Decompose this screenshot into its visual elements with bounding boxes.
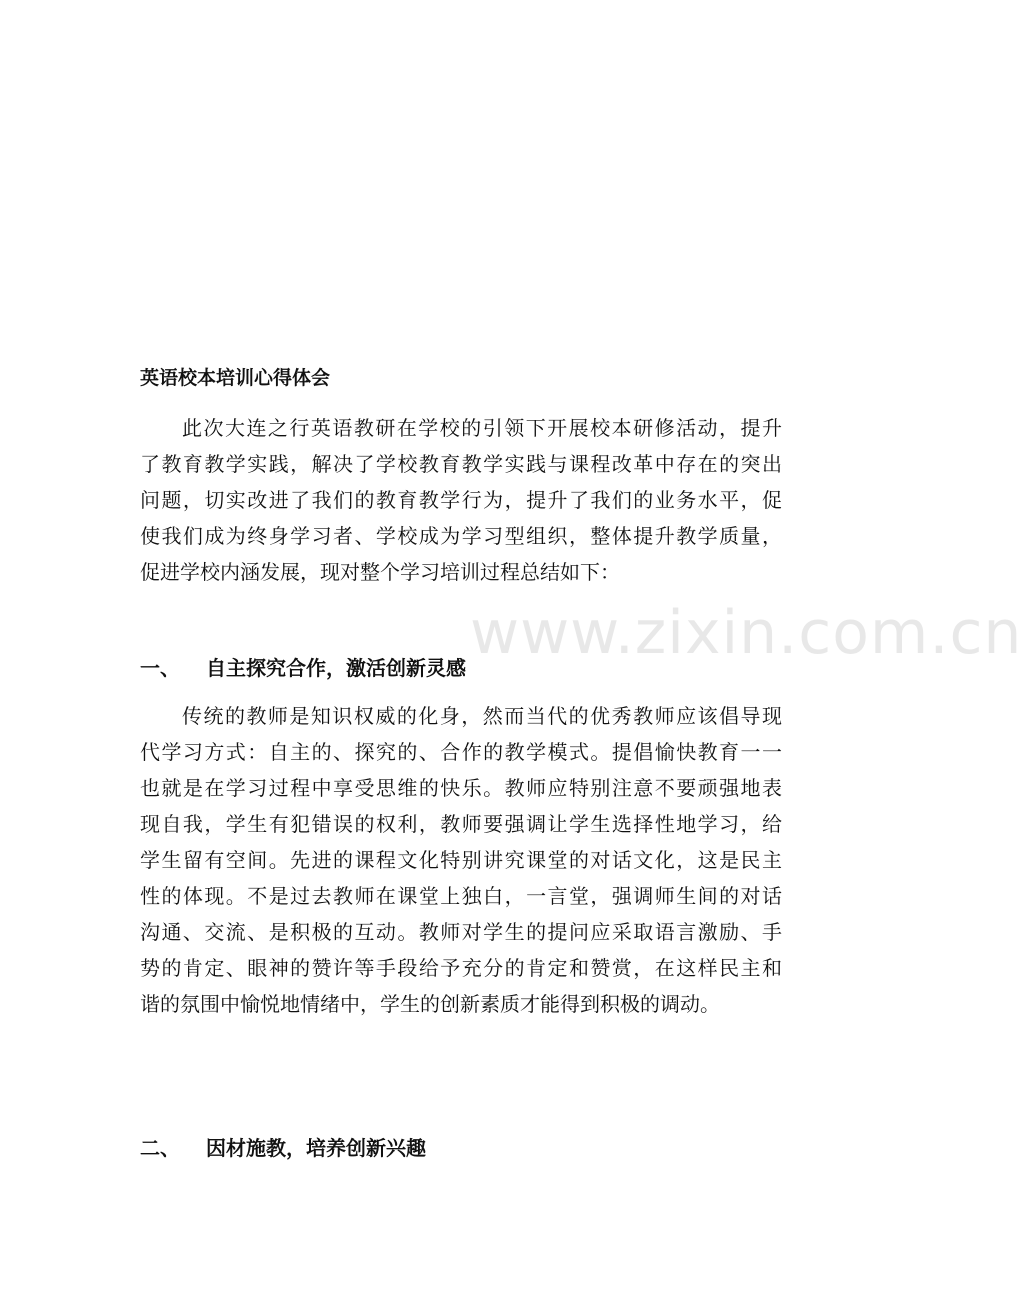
intro-paragraph xyxy=(140,410,782,590)
intro-line: 了教育教学实践，解决了学校教育教学实践与课程改革中存在的突出 xyxy=(140,452,782,476)
section-1-line: 学生留有空间。先进的课程文化特别讲究课堂的对话文化，这是民主 xyxy=(140,848,782,872)
section-1-line: 代学习方式：自主的、探究的、合作的教学模式。提倡愉快教育一一 xyxy=(140,740,782,764)
section-1-line: 沟通、交流、是积极的互动。教师对学生的提问应采取语言激励、手 xyxy=(140,920,782,944)
intro-line: 促进学校内涵发展，现对整个学习培训过程总结如下： xyxy=(140,560,620,584)
section-1-line: 现自我，学生有犯错误的权利，教师要强调让学生选择性地学习，给 xyxy=(140,812,782,836)
intro-line: 此次大连之行英语教研在学校的引领下开展校本研修活动，提升 xyxy=(182,416,782,440)
section-1-title: 自主探究合作，激活创新灵感 xyxy=(206,656,466,680)
section-1-heading xyxy=(140,650,466,686)
section-1-number: 一、 xyxy=(140,656,180,680)
watermark: www.zixin.com.cn xyxy=(470,598,1022,668)
document-title: 英语校本培训心得体会 xyxy=(140,367,331,389)
section-1-paragraph xyxy=(140,698,782,1022)
section-1-line: 传统的教师是知识权威的化身，然而当代的优秀教师应该倡导现 xyxy=(182,704,782,728)
intro-line: 使我们成为终身学习者、学校成为学习型组织，整体提升教学质量， xyxy=(140,524,782,548)
section-2-title: 因材施教，培养创新兴趣 xyxy=(206,1136,426,1160)
section-1-line: 势的肯定、眼神的赞许等手段给予充分的肯定和赞赏，在这样民主和 xyxy=(140,956,782,980)
section-1-line: 性的体现。不是过去教师在课堂上独白，一言堂，强调师生间的对话 xyxy=(140,884,782,908)
section-1-line: 也就是在学习过程中享受思维的快乐。教师应特别注意不要顽强地表 xyxy=(140,776,782,800)
section-1-line: 谐的氛围中愉悦地情绪中，学生的创新素质才能得到积极的调动。 xyxy=(140,992,720,1016)
intro-line: 问题，切实改进了我们的教育教学行为，提升了我们的业务水平，促 xyxy=(140,488,782,512)
section-2-heading xyxy=(140,1130,426,1166)
section-2-number: 二、 xyxy=(140,1136,180,1160)
